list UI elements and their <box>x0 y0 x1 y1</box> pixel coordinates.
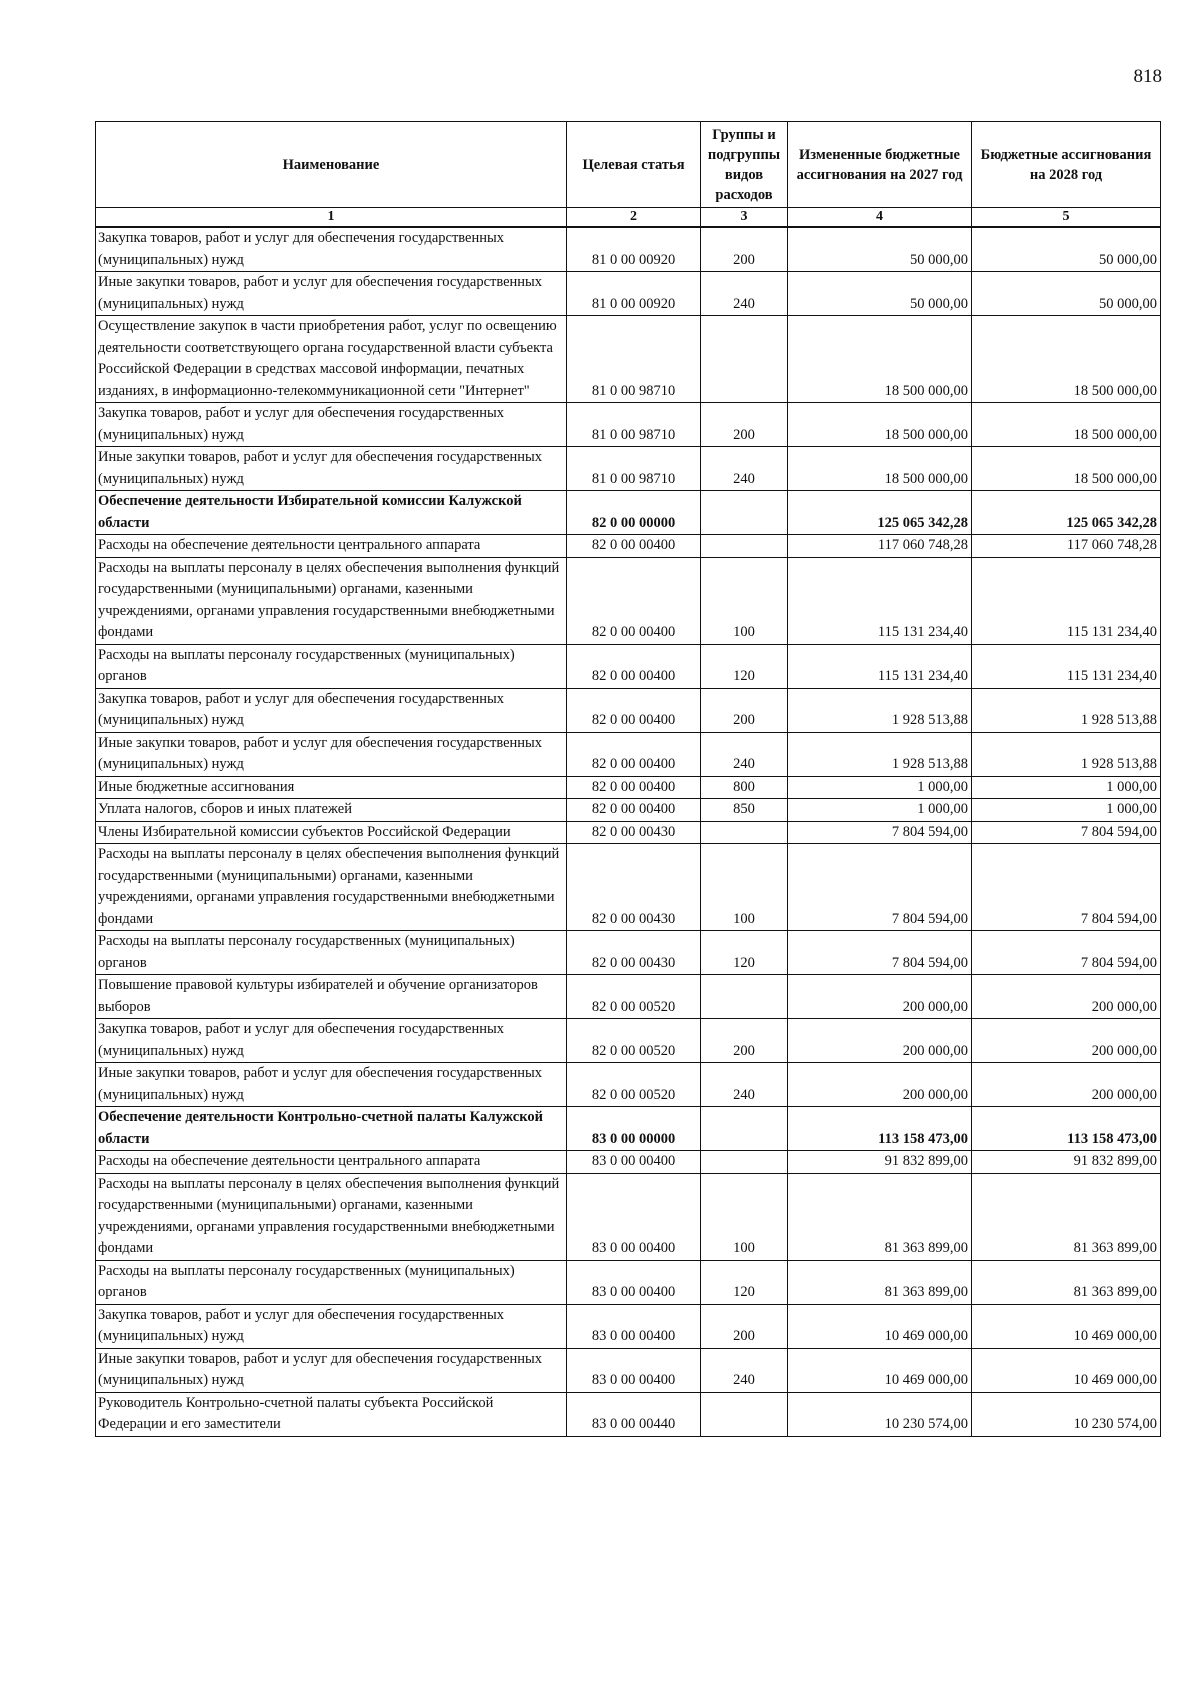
header-groups: Группы и подгруппы видов расходов <box>701 122 788 208</box>
row-name-cell: Обеспечение деятельности Контрольно-счетной палаты Калужской области <box>96 1107 567 1151</box>
table-row <box>96 644 1161 688</box>
column-number: 5 <box>972 208 1161 228</box>
row-amount-2027-cell: 1 000,00 <box>788 799 972 822</box>
row-group-cell: 200 <box>701 403 788 447</box>
row-group-cell: 200 <box>701 227 788 272</box>
table-row <box>96 1019 1161 1063</box>
row-amount-2028-cell: 91 832 899,00 <box>972 1151 1161 1174</box>
row-group-cell <box>701 1151 788 1174</box>
column-number: 4 <box>788 208 972 228</box>
table-row <box>96 1348 1161 1392</box>
row-group-cell: 200 <box>701 688 788 732</box>
table-header-row <box>96 122 1161 208</box>
table-row <box>96 975 1161 1019</box>
row-target-code-cell: 82 0 00 00400 <box>567 557 701 644</box>
column-number-row <box>96 208 1161 228</box>
row-group-cell: 240 <box>701 272 788 316</box>
row-amount-2028-cell: 7 804 594,00 <box>972 844 1161 931</box>
page-number: 818 <box>1133 66 1162 87</box>
row-group-cell <box>701 821 788 844</box>
row-amount-2028-cell: 117 060 748,28 <box>972 535 1161 558</box>
row-amount-2028-cell: 125 065 342,28 <box>972 491 1161 535</box>
row-name-cell: Иные закупки товаров, работ и услуг для обеспечения государственных (муниципальных) нужд <box>96 272 567 316</box>
row-amount-2027-cell: 18 500 000,00 <box>788 447 972 491</box>
row-group-cell: 120 <box>701 644 788 688</box>
row-amount-2027-cell: 1 000,00 <box>788 776 972 799</box>
row-group-cell <box>701 1107 788 1151</box>
header-2028: Бюджетные ассигнования на 2028 год <box>972 122 1161 208</box>
table-row <box>96 403 1161 447</box>
row-amount-2027-cell: 10 469 000,00 <box>788 1304 972 1348</box>
table-row <box>96 732 1161 776</box>
row-amount-2028-cell: 1 928 513,88 <box>972 732 1161 776</box>
row-target-code-cell: 83 0 00 00400 <box>567 1151 701 1174</box>
header-2027: Измененные бюджетные ассигнования на 2027 год <box>788 122 972 208</box>
column-number: 3 <box>701 208 788 228</box>
row-target-code-cell: 83 0 00 00400 <box>567 1304 701 1348</box>
row-amount-2027-cell: 50 000,00 <box>788 272 972 316</box>
header-target: Целевая статья <box>567 122 701 208</box>
row-amount-2027-cell: 7 804 594,00 <box>788 821 972 844</box>
row-target-code-cell: 81 0 00 00920 <box>567 227 701 272</box>
row-name-cell: Закупка товаров, работ и услуг для обеспечения государственных (муниципальных) нужд <box>96 688 567 732</box>
row-target-code-cell: 83 0 00 00400 <box>567 1173 701 1260</box>
row-amount-2027-cell: 200 000,00 <box>788 975 972 1019</box>
row-name-cell: Закупка товаров, работ и услуг для обеспечения государственных (муниципальных) нужд <box>96 1019 567 1063</box>
row-group-cell: 800 <box>701 776 788 799</box>
column-number: 2 <box>567 208 701 228</box>
row-name-cell: Члены Избирательной комиссии субъектов Российской Федерации <box>96 821 567 844</box>
row-target-code-cell: 82 0 00 00430 <box>567 821 701 844</box>
row-name-cell: Закупка товаров, работ и услуг для обеспечения государственных (муниципальных) нужд <box>96 403 567 447</box>
row-amount-2027-cell: 115 131 234,40 <box>788 557 972 644</box>
row-group-cell: 100 <box>701 844 788 931</box>
table-row <box>96 1392 1161 1436</box>
row-amount-2028-cell: 115 131 234,40 <box>972 557 1161 644</box>
row-target-code-cell: 82 0 00 00000 <box>567 491 701 535</box>
row-amount-2027-cell: 18 500 000,00 <box>788 403 972 447</box>
table-row <box>96 688 1161 732</box>
table-row <box>96 1173 1161 1260</box>
row-group-cell: 850 <box>701 799 788 822</box>
row-amount-2027-cell: 1 928 513,88 <box>788 688 972 732</box>
row-name-cell: Осуществление закупок в части приобретения работ, услуг по освещению деятельности соответствующего органа государственной власти субъекта Российской Федерации в средствах массовой информации, печатных изданиях, в информационно-телекоммуникационной сети "Интернет" <box>96 316 567 403</box>
row-amount-2028-cell: 10 469 000,00 <box>972 1304 1161 1348</box>
row-amount-2028-cell: 1 928 513,88 <box>972 688 1161 732</box>
row-amount-2027-cell: 125 065 342,28 <box>788 491 972 535</box>
row-amount-2028-cell: 81 363 899,00 <box>972 1260 1161 1304</box>
row-group-cell: 120 <box>701 931 788 975</box>
row-amount-2028-cell: 50 000,00 <box>972 227 1161 272</box>
row-amount-2028-cell: 200 000,00 <box>972 975 1161 1019</box>
row-name-cell: Руководитель Контрольно-счетной палаты субъекта Российской Федерации и его заместители <box>96 1392 567 1436</box>
row-amount-2028-cell: 1 000,00 <box>972 799 1161 822</box>
table-row <box>96 491 1161 535</box>
row-target-code-cell: 81 0 00 98710 <box>567 403 701 447</box>
row-target-code-cell: 82 0 00 00400 <box>567 535 701 558</box>
row-group-cell: 120 <box>701 1260 788 1304</box>
table-row <box>96 844 1161 931</box>
row-group-cell <box>701 535 788 558</box>
row-group-cell: 240 <box>701 1348 788 1392</box>
row-name-cell: Иные закупки товаров, работ и услуг для обеспечения государственных (муниципальных) нужд <box>96 447 567 491</box>
row-amount-2027-cell: 10 230 574,00 <box>788 1392 972 1436</box>
row-target-code-cell: 81 0 00 98710 <box>567 316 701 403</box>
row-amount-2028-cell: 200 000,00 <box>972 1019 1161 1063</box>
row-amount-2028-cell: 10 469 000,00 <box>972 1348 1161 1392</box>
row-amount-2028-cell: 18 500 000,00 <box>972 447 1161 491</box>
row-target-code-cell: 82 0 00 00400 <box>567 799 701 822</box>
table-row <box>96 776 1161 799</box>
table-body <box>96 227 1161 1436</box>
row-name-cell: Расходы на выплаты персоналу в целях обеспечения выполнения функций государственными (муниципальными) органами, казенными учреждениями, органами управления государственными внебюджетными фондами <box>96 1173 567 1260</box>
row-amount-2028-cell: 18 500 000,00 <box>972 316 1161 403</box>
row-name-cell: Иные закупки товаров, работ и услуг для обеспечения государственных (муниципальных) нужд <box>96 1063 567 1107</box>
row-name-cell: Повышение правовой культуры избирателей и обучение организаторов выборов <box>96 975 567 1019</box>
row-name-cell: Иные закупки товаров, работ и услуг для обеспечения государственных (муниципальных) нужд <box>96 1348 567 1392</box>
table-row <box>96 1107 1161 1151</box>
table-row <box>96 931 1161 975</box>
row-group-cell: 240 <box>701 732 788 776</box>
table-row <box>96 1260 1161 1304</box>
row-amount-2027-cell: 1 928 513,88 <box>788 732 972 776</box>
row-target-code-cell: 83 0 00 00440 <box>567 1392 701 1436</box>
row-name-cell: Расходы на выплаты персоналу государственных (муниципальных) органов <box>96 931 567 975</box>
row-target-code-cell: 83 0 00 00400 <box>567 1260 701 1304</box>
row-amount-2028-cell: 50 000,00 <box>972 272 1161 316</box>
row-name-cell: Расходы на выплаты персоналу в целях обеспечения выполнения функций государственными (муниципальными) органами, казенными учреждениями, органами управления государственными внебюджетными фондами <box>96 844 567 931</box>
row-amount-2028-cell: 7 804 594,00 <box>972 821 1161 844</box>
table-row <box>96 535 1161 558</box>
row-target-code-cell: 82 0 00 00400 <box>567 688 701 732</box>
table-row <box>96 227 1161 272</box>
row-target-code-cell: 83 0 00 00400 <box>567 1348 701 1392</box>
table-row <box>96 557 1161 644</box>
row-amount-2027-cell: 7 804 594,00 <box>788 931 972 975</box>
row-group-cell <box>701 1392 788 1436</box>
row-target-code-cell: 82 0 00 00520 <box>567 1019 701 1063</box>
row-name-cell: Иные бюджетные ассигнования <box>96 776 567 799</box>
row-amount-2027-cell: 200 000,00 <box>788 1019 972 1063</box>
row-amount-2027-cell: 81 363 899,00 <box>788 1173 972 1260</box>
row-amount-2027-cell: 113 158 473,00 <box>788 1107 972 1151</box>
row-amount-2027-cell: 18 500 000,00 <box>788 316 972 403</box>
column-number: 1 <box>96 208 567 228</box>
row-target-code-cell: 81 0 00 00920 <box>567 272 701 316</box>
row-target-code-cell: 82 0 00 00520 <box>567 1063 701 1107</box>
row-amount-2028-cell: 81 363 899,00 <box>972 1173 1161 1260</box>
row-name-cell: Расходы на выплаты персоналу государственных (муниципальных) органов <box>96 1260 567 1304</box>
row-target-code-cell: 82 0 00 00430 <box>567 844 701 931</box>
table-row <box>96 316 1161 403</box>
row-amount-2028-cell: 115 131 234,40 <box>972 644 1161 688</box>
row-name-cell: Расходы на выплаты персоналу в целях обеспечения выполнения функций государственными (муниципальными) органами, казенными учреждениями, органами управления государственными внебюджетными фондами <box>96 557 567 644</box>
row-amount-2028-cell: 7 804 594,00 <box>972 931 1161 975</box>
row-target-code-cell: 83 0 00 00000 <box>567 1107 701 1151</box>
row-name-cell: Расходы на обеспечение деятельности центрального аппарата <box>96 535 567 558</box>
row-group-cell: 240 <box>701 1063 788 1107</box>
row-amount-2028-cell: 1 000,00 <box>972 776 1161 799</box>
row-name-cell: Закупка товаров, работ и услуг для обеспечения государственных (муниципальных) нужд <box>96 227 567 272</box>
row-target-code-cell: 82 0 00 00400 <box>567 776 701 799</box>
row-amount-2028-cell: 18 500 000,00 <box>972 403 1161 447</box>
row-amount-2027-cell: 50 000,00 <box>788 227 972 272</box>
table-row <box>96 1151 1161 1174</box>
row-group-cell <box>701 316 788 403</box>
budget-table <box>95 121 1161 1437</box>
row-name-cell: Закупка товаров, работ и услуг для обеспечения государственных (муниципальных) нужд <box>96 1304 567 1348</box>
table-row <box>96 1063 1161 1107</box>
row-amount-2027-cell: 115 131 234,40 <box>788 644 972 688</box>
row-group-cell <box>701 975 788 1019</box>
row-target-code-cell: 82 0 00 00400 <box>567 732 701 776</box>
table-row <box>96 447 1161 491</box>
row-amount-2027-cell: 117 060 748,28 <box>788 535 972 558</box>
header-name: Наименование <box>96 122 567 208</box>
row-group-cell: 100 <box>701 1173 788 1260</box>
row-group-cell: 200 <box>701 1304 788 1348</box>
row-amount-2027-cell: 200 000,00 <box>788 1063 972 1107</box>
row-amount-2027-cell: 7 804 594,00 <box>788 844 972 931</box>
row-target-code-cell: 82 0 00 00520 <box>567 975 701 1019</box>
row-amount-2028-cell: 10 230 574,00 <box>972 1392 1161 1436</box>
row-amount-2028-cell: 113 158 473,00 <box>972 1107 1161 1151</box>
row-amount-2028-cell: 200 000,00 <box>972 1063 1161 1107</box>
row-name-cell: Расходы на обеспечение деятельности центрального аппарата <box>96 1151 567 1174</box>
row-group-cell: 200 <box>701 1019 788 1063</box>
table-row <box>96 821 1161 844</box>
table-row <box>96 1304 1161 1348</box>
row-name-cell: Расходы на выплаты персоналу государственных (муниципальных) органов <box>96 644 567 688</box>
row-group-cell <box>701 491 788 535</box>
row-name-cell: Уплата налогов, сборов и иных платежей <box>96 799 567 822</box>
row-amount-2027-cell: 10 469 000,00 <box>788 1348 972 1392</box>
row-target-code-cell: 82 0 00 00430 <box>567 931 701 975</box>
row-amount-2027-cell: 91 832 899,00 <box>788 1151 972 1174</box>
table-row <box>96 272 1161 316</box>
row-name-cell: Обеспечение деятельности Избирательной комиссии Калужской области <box>96 491 567 535</box>
row-group-cell: 240 <box>701 447 788 491</box>
table-row <box>96 799 1161 822</box>
row-group-cell: 100 <box>701 557 788 644</box>
row-name-cell: Иные закупки товаров, работ и услуг для обеспечения государственных (муниципальных) нужд <box>96 732 567 776</box>
row-amount-2027-cell: 81 363 899,00 <box>788 1260 972 1304</box>
row-target-code-cell: 81 0 00 98710 <box>567 447 701 491</box>
row-target-code-cell: 82 0 00 00400 <box>567 644 701 688</box>
